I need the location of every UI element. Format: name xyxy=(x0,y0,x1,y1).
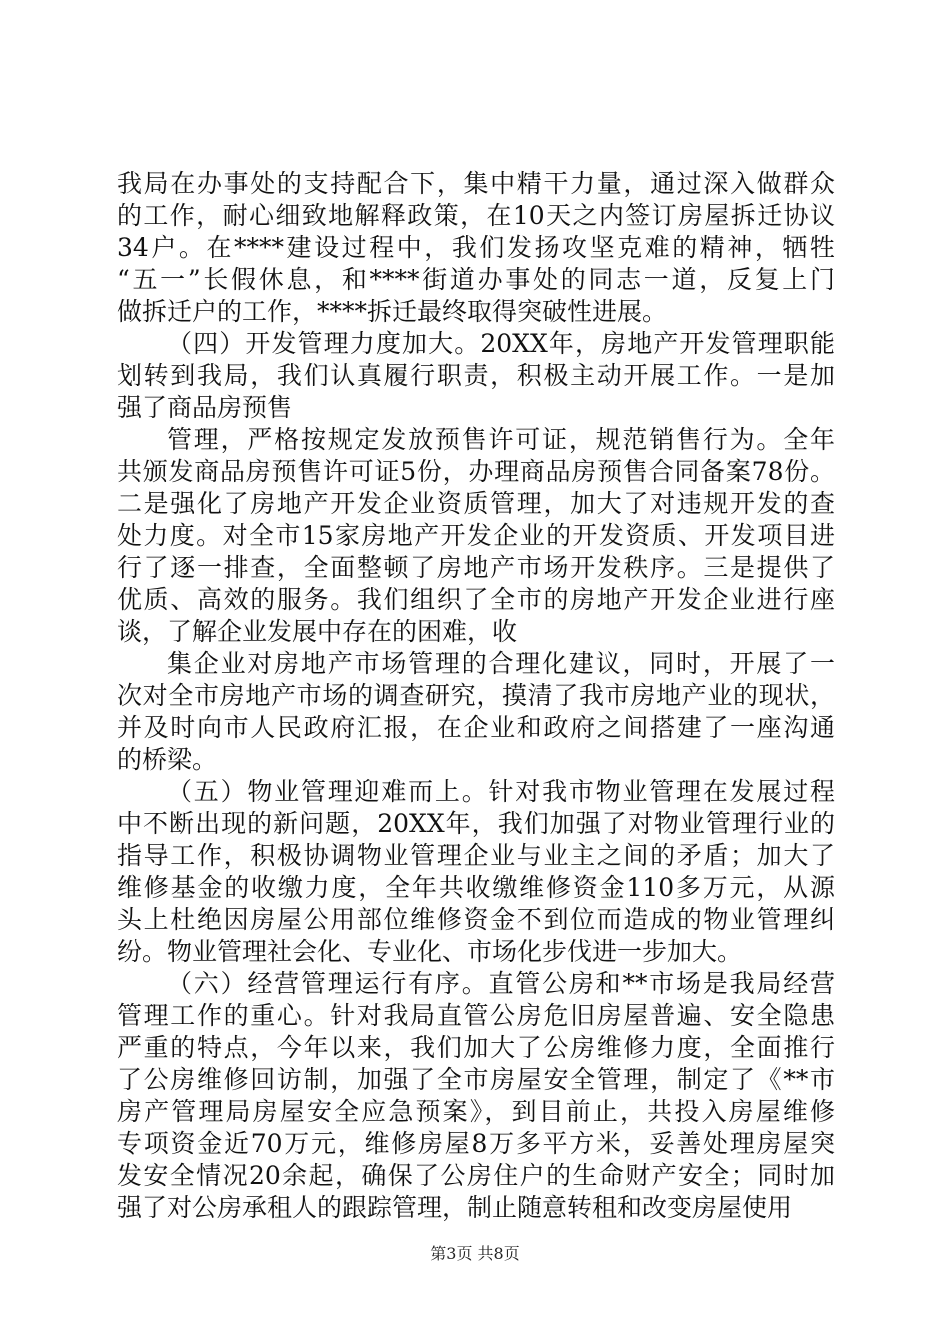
paragraph-line: 房产管理局房屋安全应急预案》，到目前止，共投入房屋维修 xyxy=(117,1097,835,1126)
paragraph-line: 发安全情况20余起，确保了公房住户的生命财产安全；同时加 xyxy=(117,1161,835,1190)
paragraph-line: （五）物业管理迎难而上。针对我市物业管理在发展过程 xyxy=(167,777,835,806)
paragraph-line: 做拆迁户的工作，****拆迁最终取得突破性进展。 xyxy=(117,297,668,326)
paragraph-line: 专项资金近70万元，维修房屋8万多平方米，妥善处理房屋突 xyxy=(117,1129,835,1158)
paragraph-line: 管理工作的重心。针对我局直管公房危旧房屋普遍、安全隐患 xyxy=(117,1001,835,1030)
paragraph-line: 维修基金的收缴力度，全年共收缴维修资金110多万元，从源 xyxy=(117,873,835,902)
paragraph-line: 划转到我局，我们认真履行职责，积极主动开展工作。一是加 xyxy=(117,361,835,390)
paragraph-line: 优质、高效的服务。我们组织了全市的房地产开发企业进行座 xyxy=(117,585,835,614)
paragraph-line: 管理，严格按规定发放预售许可证，规范销售行为。全年 xyxy=(167,425,835,454)
paragraph-line: “五一”长假休息，和****街道办事处的同志一道，反复上门 xyxy=(117,265,835,294)
paragraph-line: 头上杜绝因房屋公用部位维修资金不到位而造成的物业管理纠 xyxy=(117,905,835,934)
paragraph-line: 强了商品房预售 xyxy=(117,393,293,422)
paragraph-line: 二是强化了房地产开发企业资质管理，加大了对违规开发的查 xyxy=(117,489,835,518)
paragraph-line: 处力度。对全市15家房地产开发企业的开发资质、开发项目进 xyxy=(117,521,835,550)
paragraph-line: 中不断出现的新问题，20XX年，我们加强了对物业管理行业的 xyxy=(117,809,835,838)
paragraph-line: 指导工作，积极协调物业管理企业与业主之间的矛盾；加大了 xyxy=(117,841,835,870)
paragraph-line: （六）经营管理运行有序。直管公房和**市场是我局经营 xyxy=(167,969,835,998)
paragraph-line: 了公房维修回访制，加强了全市房屋安全管理，制定了《**市 xyxy=(117,1065,835,1094)
paragraph-line: （四）开发管理力度加大。20XX年，房地产开发管理职能 xyxy=(167,329,835,358)
paragraph-line: 次对全市房地产市场的调查研究，摸清了我市房地产业的现状， xyxy=(117,681,835,710)
paragraph-line: 纷。物业管理社会化、专业化、市场化步伐进一步加大。 xyxy=(117,937,743,966)
paragraph-line: 的工作，耐心细致地解释政策，在10天之内签订房屋拆迁协议 xyxy=(117,201,835,230)
page-footer: 第3页 共8页 xyxy=(430,1244,520,1263)
paragraph-line: 谈，了解企业发展中存在的困难，收 xyxy=(117,617,518,646)
paragraph-line: 行了逐一排查，全面整顿了房地产市场开发秩序。三是提供了 xyxy=(117,553,835,582)
paragraph-line: 的桥梁。 xyxy=(117,745,218,774)
document-body xyxy=(117,168,835,1224)
paragraph-line: 强了对公房承租人的跟踪管理，制止随意转租和改变房屋使用 xyxy=(117,1193,793,1222)
paragraph-line: 集企业对房地产市场管理的合理化建议，同时，开展了一 xyxy=(167,649,835,678)
paragraph-line: 34户。在****建设过程中，我们发扬攻坚克难的精神，牺牲 xyxy=(117,233,835,262)
paragraph-line: 共颁发商品房预售许可证5份，办理商品房预售合同备案78份。 xyxy=(117,457,835,486)
paragraph-line: 我局在办事处的支持配合下，集中精干力量，通过深入做群众 xyxy=(117,169,835,198)
paragraph-line: 严重的特点，今年以来，我们加大了公房维修力度，全面推行 xyxy=(117,1033,835,1062)
paragraph-line: 并及时向市人民政府汇报，在企业和政府之间搭建了一座沟通 xyxy=(117,713,835,742)
